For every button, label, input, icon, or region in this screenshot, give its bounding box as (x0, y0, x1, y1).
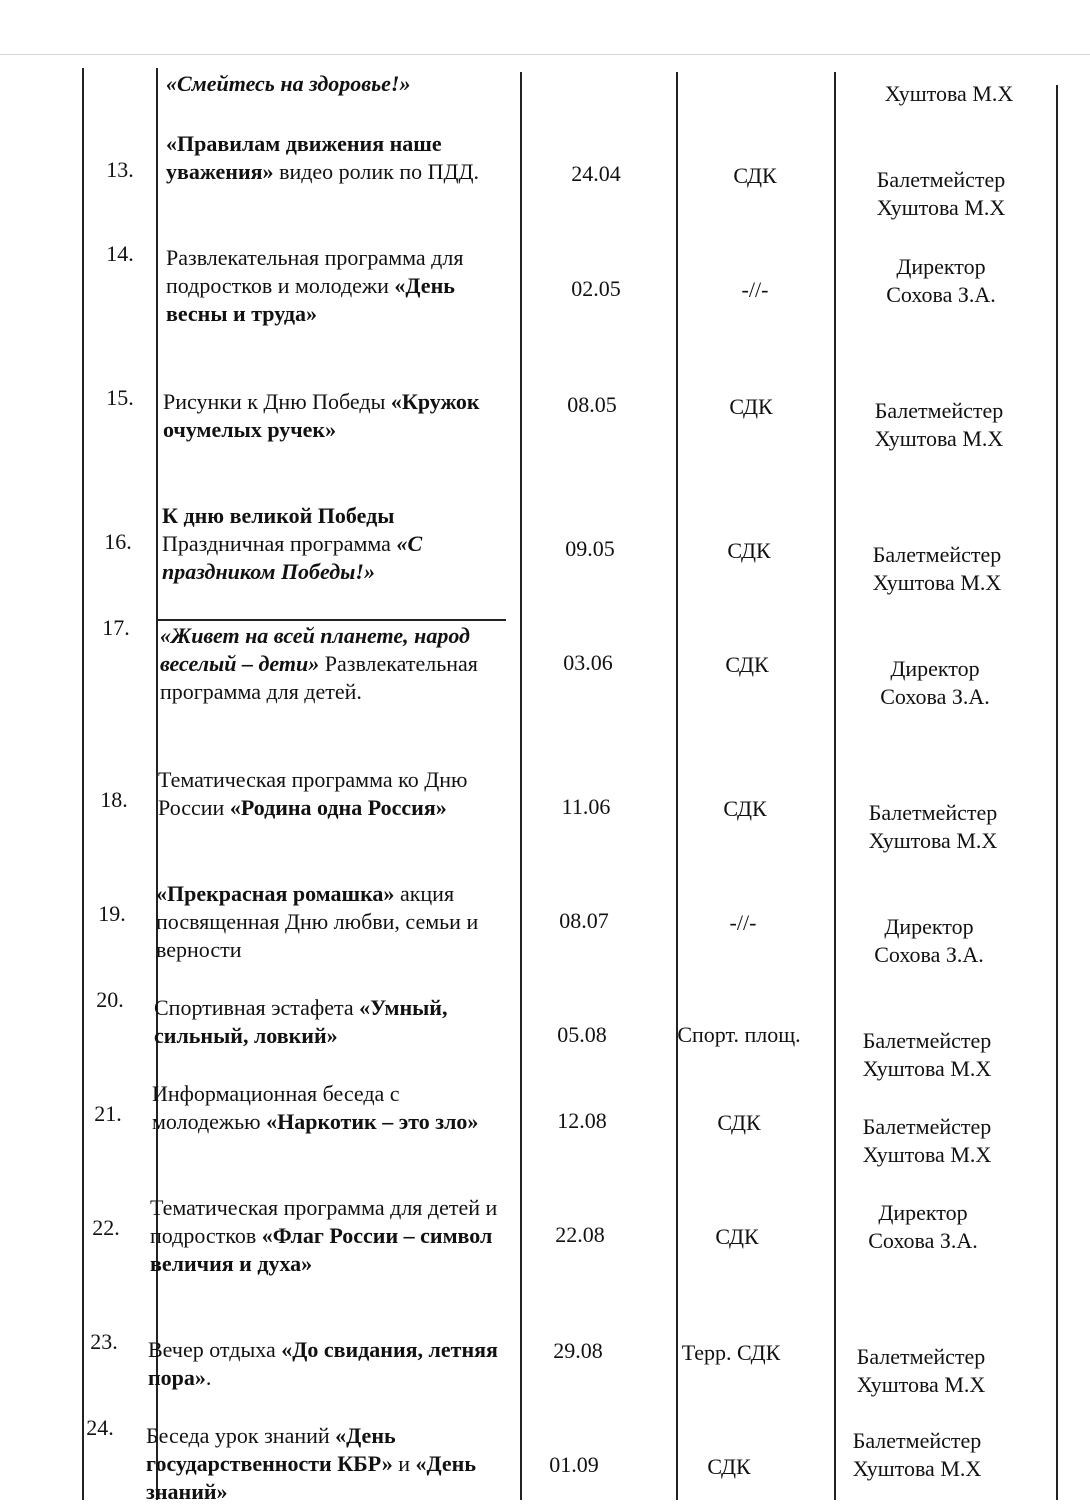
event-title (156, 880, 506, 964)
row-number: 17. (102, 615, 130, 640)
event-place: СДК (723, 796, 767, 821)
row-number: 23. (90, 1329, 118, 1354)
responsible-line: Хуштова М.Х (872, 570, 1002, 595)
responsible-person (840, 655, 1030, 711)
event-place: -//- (741, 277, 769, 302)
event-title (162, 502, 512, 586)
responsible-person (838, 799, 1028, 855)
responsible-person (842, 541, 1032, 597)
row-number: 21. (94, 1101, 122, 1126)
responsible-line: Директор (878, 1200, 968, 1225)
event-date: 09.05 (565, 536, 615, 561)
event-text-segment: «Прекрасная ромашка» (156, 881, 395, 906)
row-number: 22. (92, 1215, 120, 1240)
event-text-segment: «Наркотик – это зло» (266, 1109, 479, 1134)
event-text-segment: «День государственности КБР» (146, 1423, 396, 1476)
event-text-segment: Праздничная программа (162, 531, 397, 556)
responsible-person (826, 1343, 1016, 1399)
responsible-person (828, 1199, 1018, 1255)
responsible-line: Хуштова М.Х (876, 195, 1006, 220)
responsible-person (832, 1113, 1022, 1169)
event-text-segment: Тематическая программа для детей и подростков (150, 1195, 498, 1248)
event-title (150, 1194, 500, 1278)
responsible-line: Хуштова М.Х (862, 1056, 992, 1081)
event-title (166, 244, 516, 328)
row-separator-17 (158, 619, 506, 621)
event-text-segment: . (205, 1365, 212, 1390)
event-date: 01.09 (549, 1452, 599, 1477)
table-border-left (82, 68, 84, 1500)
responsible-line: Хуштова М.Х (856, 1372, 986, 1397)
event-date: 29.08 (553, 1338, 603, 1363)
event-text-segment: Рисунки к Дню Победы (163, 389, 391, 414)
event-title (154, 994, 504, 1050)
event-title (166, 130, 516, 186)
responsible-line: Хуштова М.Х (852, 1456, 982, 1481)
event-text-segment: видео ролик по ПДД. (273, 159, 480, 184)
event-text-segment: Информационная беседа с молодежью (152, 1081, 400, 1134)
responsible-line: Балетмейстер (874, 398, 1004, 423)
event-text-segment: К дню великой Победы (162, 503, 395, 528)
event-place: СДК (707, 1454, 751, 1479)
responsible-line: Балетмейстер (856, 1344, 986, 1369)
event-text-segment: «День весны и труда» (166, 273, 455, 326)
column-divider-responsible (834, 72, 836, 1500)
event-text-segment: «Смейтесь на здоровье!» (166, 71, 411, 96)
responsible-person (844, 397, 1034, 453)
event-text-segment: Спортивная эстафета (154, 995, 360, 1020)
event-title (160, 622, 510, 706)
responsible-line: Хуштова М.Х (862, 1142, 992, 1167)
responsible-line: Балетмейстер (862, 1028, 992, 1053)
responsible-line: Хуштова М.Х (874, 426, 1004, 451)
event-place: СДК (725, 652, 769, 677)
column-divider-date (520, 72, 522, 1500)
row-number: 13. (106, 157, 134, 182)
event-date: 02.05 (571, 276, 621, 301)
responsible-line: Хуштова М.Х (884, 81, 1014, 106)
responsible-line: Балетмейстер (862, 1114, 992, 1139)
responsible-person (854, 80, 1044, 108)
event-text-segment: «Живет на всей планете, народ веселый – дети» (160, 623, 470, 676)
responsible-line: Балетмейстер (868, 800, 998, 825)
responsible-line: Сохова З.А. (868, 1228, 978, 1253)
event-title (163, 388, 513, 444)
event-place: Спорт. площ. (677, 1022, 801, 1047)
event-date: 24.04 (571, 161, 621, 186)
responsible-person (846, 166, 1036, 222)
event-title (166, 70, 516, 98)
event-place: Терр. СДК (681, 1340, 781, 1365)
responsible-line: Хуштова М.Х (868, 828, 998, 853)
event-date: 08.05 (567, 392, 617, 417)
responsible-line: Директор (896, 254, 986, 279)
event-date: 12.08 (557, 1108, 607, 1133)
table-border-right (1056, 85, 1058, 1500)
row-number: 24. (86, 1415, 114, 1440)
event-text-segment: Развлекательная программа для детей. (160, 651, 478, 704)
row-number: 18. (100, 787, 128, 812)
event-text-segment: «До свидания, летняя пора» (148, 1337, 498, 1390)
event-date: 05.08 (557, 1022, 607, 1047)
event-date: 11.06 (561, 794, 611, 819)
responsible-line: Балетмейстер (852, 1428, 982, 1453)
event-text-segment: «День знаний» (146, 1451, 476, 1504)
responsible-line: Директор (890, 656, 980, 681)
event-text-segment: «Кружок очумелых ручек» (163, 389, 480, 442)
row-number: 19. (98, 901, 126, 926)
event-text-segment: Вечер отдыха (148, 1337, 282, 1362)
responsible-person (832, 1027, 1022, 1083)
event-text-segment: «Родина одна Россия» (229, 795, 447, 820)
event-title (146, 1422, 496, 1506)
scan-edge-line (0, 54, 1090, 55)
event-place: СДК (729, 394, 773, 419)
responsible-line: Сохова З.А. (874, 942, 984, 967)
row-number: 14. (106, 241, 134, 266)
responsible-line: Балетмейстер (872, 542, 1002, 567)
responsible-line: Сохова З.А. (880, 684, 990, 709)
event-place: СДК (717, 1110, 761, 1135)
event-title (152, 1080, 502, 1136)
event-place: -//- (729, 910, 757, 935)
event-date: 22.08 (555, 1222, 605, 1247)
responsible-person (846, 253, 1036, 309)
responsible-line: Балетмейстер (876, 167, 1006, 192)
event-text-segment: «Правилам движения наше уважения» (166, 131, 442, 184)
responsible-line: Сохова З.А. (886, 282, 996, 307)
event-text-segment: акция посвященная Дню любви, семьи и верности (156, 881, 479, 962)
event-text-segment: и (392, 1451, 416, 1476)
event-text-segment: «Флаг России – символ величия и духа» (150, 1223, 493, 1276)
row-number: 15. (106, 385, 134, 410)
event-text-segment: Беседа урок знаний (146, 1423, 336, 1448)
row-number: 20. (96, 987, 124, 1012)
event-place: СДК (733, 163, 777, 188)
event-place: СДК (727, 538, 771, 563)
responsible-line: Директор (884, 914, 974, 939)
responsible-person (822, 1427, 1012, 1483)
event-title (158, 766, 508, 822)
responsible-person (834, 913, 1024, 969)
event-text-segment: Тематическая программа ко Дню России (158, 767, 468, 820)
event-date: 08.07 (559, 908, 609, 933)
event-place: СДК (715, 1224, 759, 1249)
event-title (148, 1336, 498, 1392)
event-text-segment: «С праздником Победы!» (162, 531, 423, 584)
event-date: 03.06 (563, 650, 613, 675)
event-text-segment: Развлекательная программа для подростков и молодежи (166, 245, 464, 298)
event-text-segment: «Умный, сильный, ловкий» (154, 995, 448, 1048)
row-number: 16. (104, 529, 132, 554)
column-divider-place (676, 72, 678, 1500)
